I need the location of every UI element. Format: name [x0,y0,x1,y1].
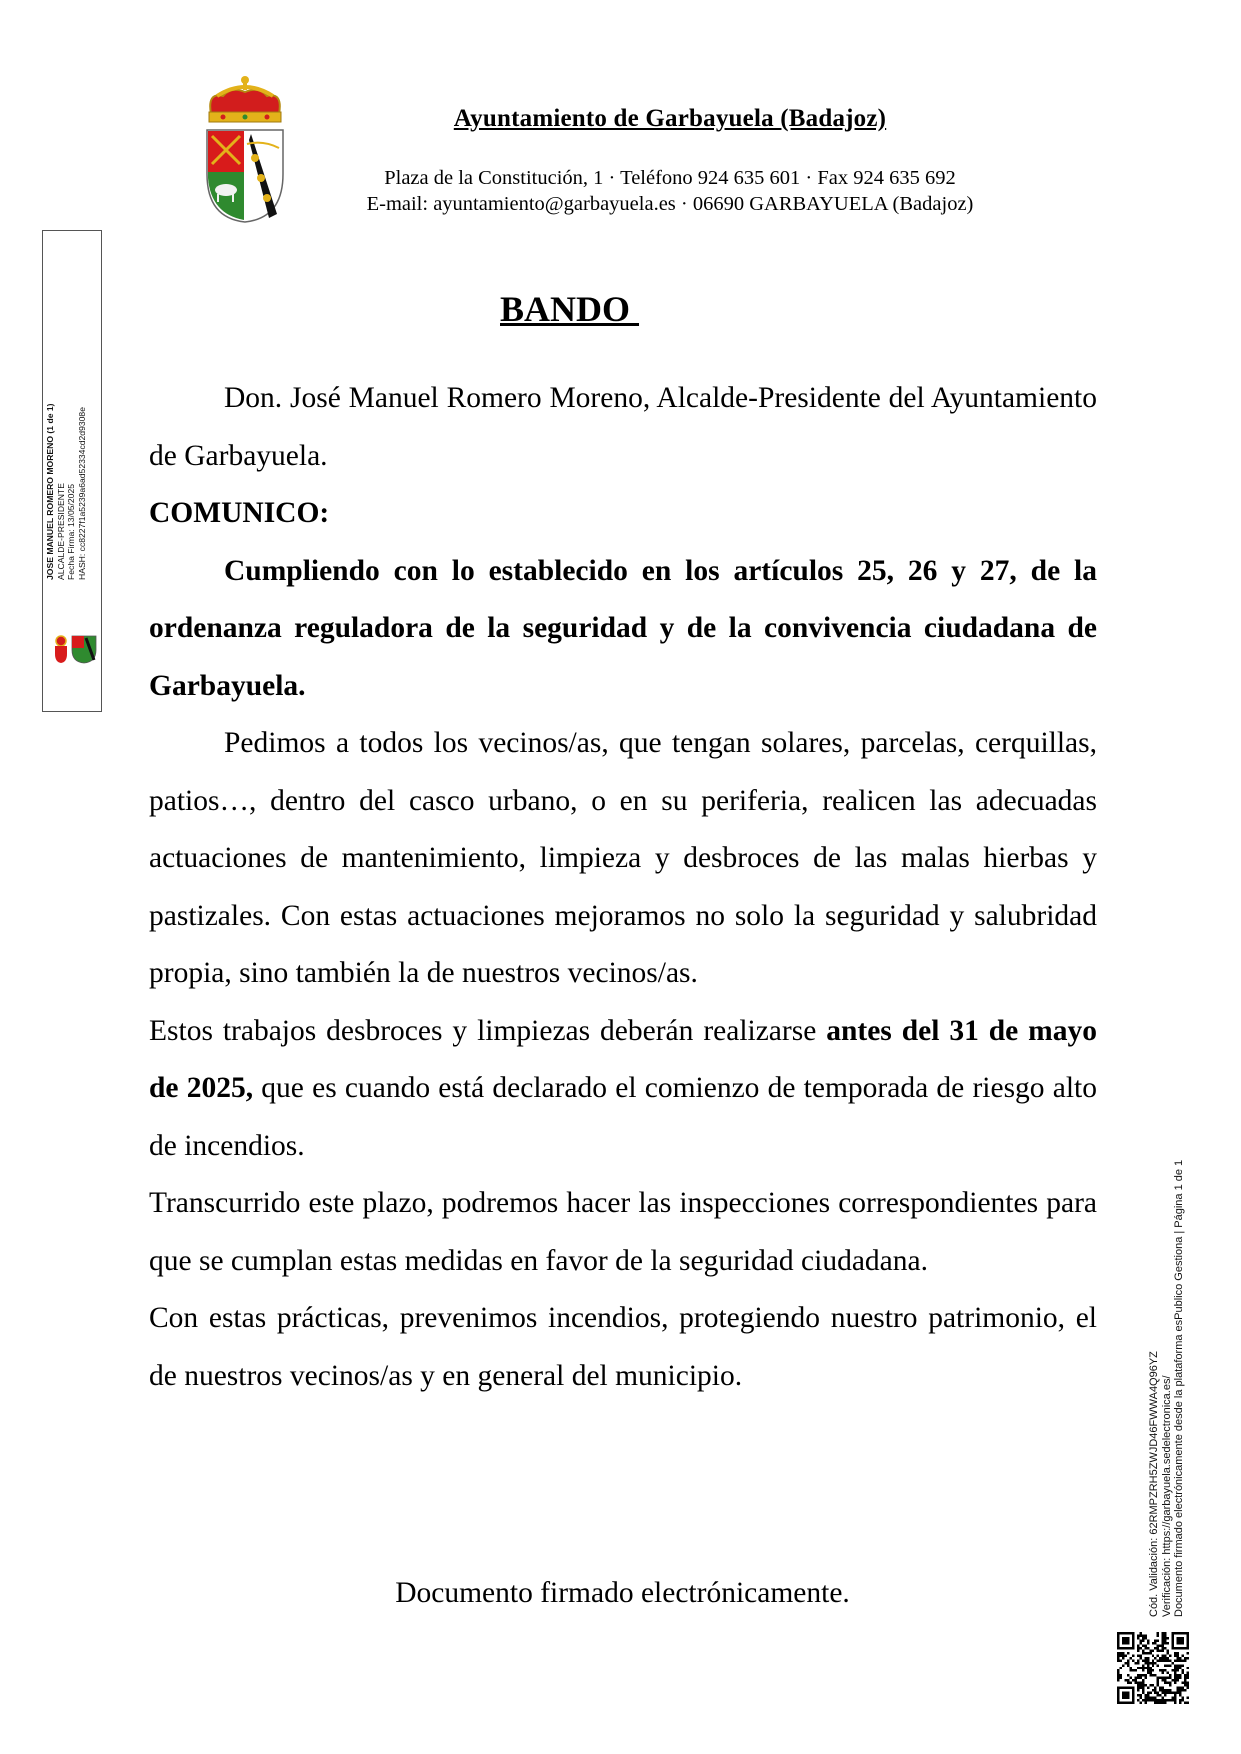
inspection-paragraph: Transcurrido este plazo, podremos hacer las inspecciones correspondientes para que se cumplan estas medidas en favor de la seguridad ciudadana. [149,1187,1097,1277]
platform-note: Documento firmado electrónicamente desde la plataforma esPublico Gestiona | Página 1 de 1 [1173,1159,1185,1617]
deadline-paragraph [149,1003,1097,1176]
signature-date: Fecha Firma: 13/05/2025 [66,483,76,580]
deadline-text-c: que es cuando está declarado el comienzo de temporada de riesgo alto de incendios. [149,1072,1097,1162]
org-title: Ayuntamiento de Garbayuela (Badajoz) [453,105,887,132]
coat-of-arms-icon [52,632,98,664]
coat-of-arms-icon [203,74,287,224]
qr-code-icon [1117,1632,1189,1704]
address-line-2: E-mail: ayuntamiento@garbayuela.es · 06690 GARBAYUELA (Badajoz) [366,193,974,215]
deadline-date: antes del 31 de mayo de 2025, [149,1014,1098,1104]
intro-paragraph: Don. José Manuel Romero Moreno, Alcalde-Presidente del Ayuntamiento de Garbayuela. [149,382,1097,472]
document-body [149,370,1097,1405]
document-title: BANDO [500,289,640,329]
signer-name: JOSE MANUEL ROMERO MORENO (1 de 1) [45,403,55,580]
prevention-paragraph: Con estas prácticas, prevenimos incendios, protegiendo nuestro patrimonio, el de nuestros vecinos/as y en general del municipio. [149,1302,1097,1392]
comunico-heading: COMUNICO: [149,497,330,529]
signature-hash: HASH: cc8227f1a5239a6ad52334cd2d9308e [76,407,87,580]
signed-note: Documento firmado electrónicamente. [395,1577,850,1609]
validation-code: Cód. Validación: 62RMPZRH5ZWJD46FWWA4Q96YZ [1148,1351,1160,1617]
deadline-text-a: Estos trabajos desbroces y limpiezas deberán realizarse [149,1014,827,1047]
verification-text [1148,1097,1186,1617]
signature-stamp-text [45,370,87,580]
verification-url: Verificación: https://garbayuela.sedelectronica.es/ [1160,1375,1173,1617]
legal-basis-paragraph: Cumpliendo con lo establecido en los artículos 25, 26 y 27, de la ordenanza reguladora de la seguridad y de la convivencia ciudadana de Garbayuela. [149,554,1097,702]
request-paragraph: Pedimos a todos los vecinos/as, que tengan solares, parcelas, cerquillas, patios…, dentro del casco urbano, o en su periferia, realicen las adecuadas actuaciones de mantenimiento, limpieza y desbroces de las malas hierbas y pastizales. Con estas actuaciones mejoramos no solo la seguridad y salubridad propia, sino también la de nuestros vecinos/as. [149,727,1097,989]
signer-role: ALCALDE-PRESIDENTE [55,483,66,580]
address-line-1: Plaza de la Constitución, 1 · Teléfono 924 635 601 · Fax 924 635 692 [384,167,956,189]
